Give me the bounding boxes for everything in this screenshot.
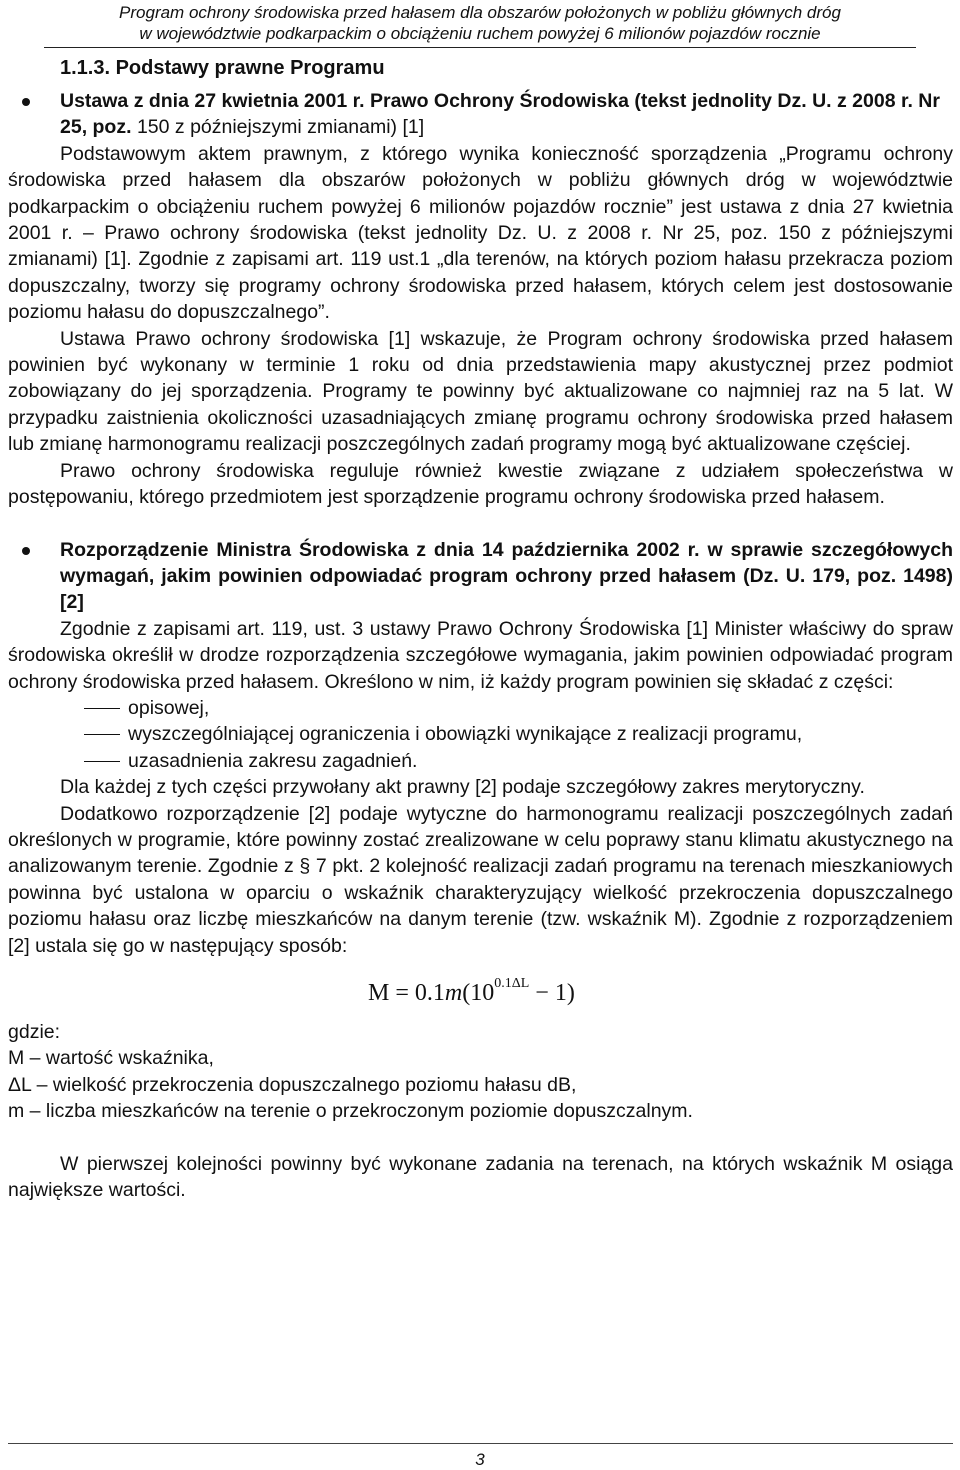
closing-paragraph: W pierwszej kolejności powinny być wykonane zadania na terenach, na których wskaźnik M osiąga największe wartości. [8,1152,953,1201]
formula-expression [368,975,575,1006]
list-item [8,748,953,774]
dash-icon [84,734,120,735]
footer-divider [8,1443,953,1444]
definitions-label: gdzie: [8,1020,61,1043]
paragraph: Dodatkowo rozporządzenie [2] podaje wytyczne do harmonogramu realizacji poszczególnych zadań określonych w programie, które powinny zostać zrealizowane w celu poprawy stanu klimatu akustycznego na analizowanym terenie. Zgodnie z § 7 pkt. 2 kolejność realizacji zadań programu na terenach mieszkaniowych powinna być ustalona w oparciu o wskaźnik charakteryzujący wielkość przekroczenia dopuszczalnego poziomu hałasu oraz liczbę mieszkańców na danym terenie (tzw. wskaźnik M). Zgodnie z rozporządzeniem [2] ustala się go w następujący sposób: [8,802,953,957]
list-item-text: opisowej, [128,696,210,719]
bullet-title-rest: 150 z późniejszymi zmianami) [1] [131,116,425,139]
paragraph: Prawo ochrony środowiska reguluje również kwestie związane z udziałem społeczeństwa w postępowaniu, którego przedmiotem jest sporządzenie programu ochrony środowiska przed hałasem. [8,459,953,509]
definition-item: ΔL – wielkość przekroczenia dopuszczalnego poziomu hałasu dB, [8,1073,577,1096]
paragraph: Podstawowym aktem prawnym, z którego wynika konieczność sporządzenia „Programu ochrony środowiska przed hałasem dla obszarów położonych w pobliżu głównych dróg w województwie podkarpackim o obciążeniu ruchem powyżej 6 milionów pojazdów rocznie” jest ustawa z dnia 27 kwietnia 2001 r. – Prawo ochrony środowiska (tekst jednolity Dz. U. z 2008 r. Nr 25, poz. 150 z późniejszymi zmianami) [1]. Zgodnie z zapisami art. 119 ust.1 „dla terenów, na których poziom hałasu przekracza poziom dopuszczalny, tworzy się programy ochrony środowiska przed hałasem, których celem jest dostosowanie poziomu hałasu do dopuszczalnego”. [8,142,953,324]
paragraph: Ustawa Prawo ochrony środowiska [1] wskazuje, że Program ochrony środowiska przed hałasem powinien być wykonany w terminie 1 roku od dnia przedstawienia mapy akustycznej przez podmiot zobowiązany do jej sporządzenia. Programy te powinny być aktualizowane co najmniej raz na 5 lat. W przypadku zaistnienia okoliczności uzasadniających zmianę programu ochrony środowiska przed hałasem lub zmianę harmonogramu realizacji poszczególnych zadań programy mogą być aktualizowane częściej. [8,327,953,456]
paragraph: Dla każdej z tych części przywołany akt prawny [2] podaje szczegółowy zakres merytoryczny. [60,776,865,799]
header-divider [44,47,916,48]
main-content [8,88,953,1203]
formula [8,959,953,1019]
dash-icon [84,761,120,762]
definition-item: m – liczba mieszkańców na terenie o przekroczonym poziomie dopuszczalnym. [8,1100,693,1123]
formula-mid: (10 [462,979,495,1006]
section-heading: 1.1.3. Podstawy prawne Programu [60,57,385,79]
bullet-icon [22,98,30,106]
formula-m: m [444,979,463,1006]
bullet-item-act [8,88,953,141]
paragraph: Zgodnie z zapisami art. 119, ust. 3 ustawy Prawo Ochrony Środowiska [1] Minister właściwy do spraw środowiska określił w drodze rozporządzenia szczegółowe wymagania, jakim powinien odpowiadać program ochrony środowiska przed hałasem. Określono w nim, iż każdy program powinien się składać z części: [8,617,953,693]
list-item-text: wyszczególniającej ograniczenia i obowiązki wynikające z realizacji programu, [128,723,803,746]
page-number: 3 [475,1450,485,1469]
header-line-2: w województwie podkarpackim o obciążeniu ruchem powyżej 6 milionów pojazdów rocznie [139,24,821,43]
bullet-title [60,88,953,141]
formula-exponent: 0.1ΔL [494,975,530,991]
bullet-title-bold: Ustawa z dnia 27 kwietnia 2001 r. Prawo Ochrony Środowiska (tekst jednolity Dz. U. z 2008 r. Nr 25, poz. [60,90,940,139]
formula-rhs: − 1) [529,979,575,1006]
list-item [8,721,953,747]
dash-icon [84,708,120,709]
formula-lhs: M = 0.1 [368,979,445,1006]
list-item-text: uzasadnienia zakresu zagadnień. [128,749,418,772]
bullet-icon [22,547,30,555]
list-item [8,695,953,721]
bullet-item-regulation [8,537,953,616]
running-header [0,2,960,44]
dash-list [8,695,953,774]
header-line-1: Program ochrony środowiska przed hałasem dla obszarów położonych w pobliżu głównych dróg [119,3,841,22]
bullet-title: Rozporządzenie Ministra Środowiska z dnia 14 października 2002 r. w sprawie szczegółowych wymagań, jakim powinien odpowiadać program ochrony przed hałasem (Dz. U. 179, poz. 1498) [2] [60,538,953,614]
definition-item: M – wartość wskaźnika, [8,1047,214,1070]
